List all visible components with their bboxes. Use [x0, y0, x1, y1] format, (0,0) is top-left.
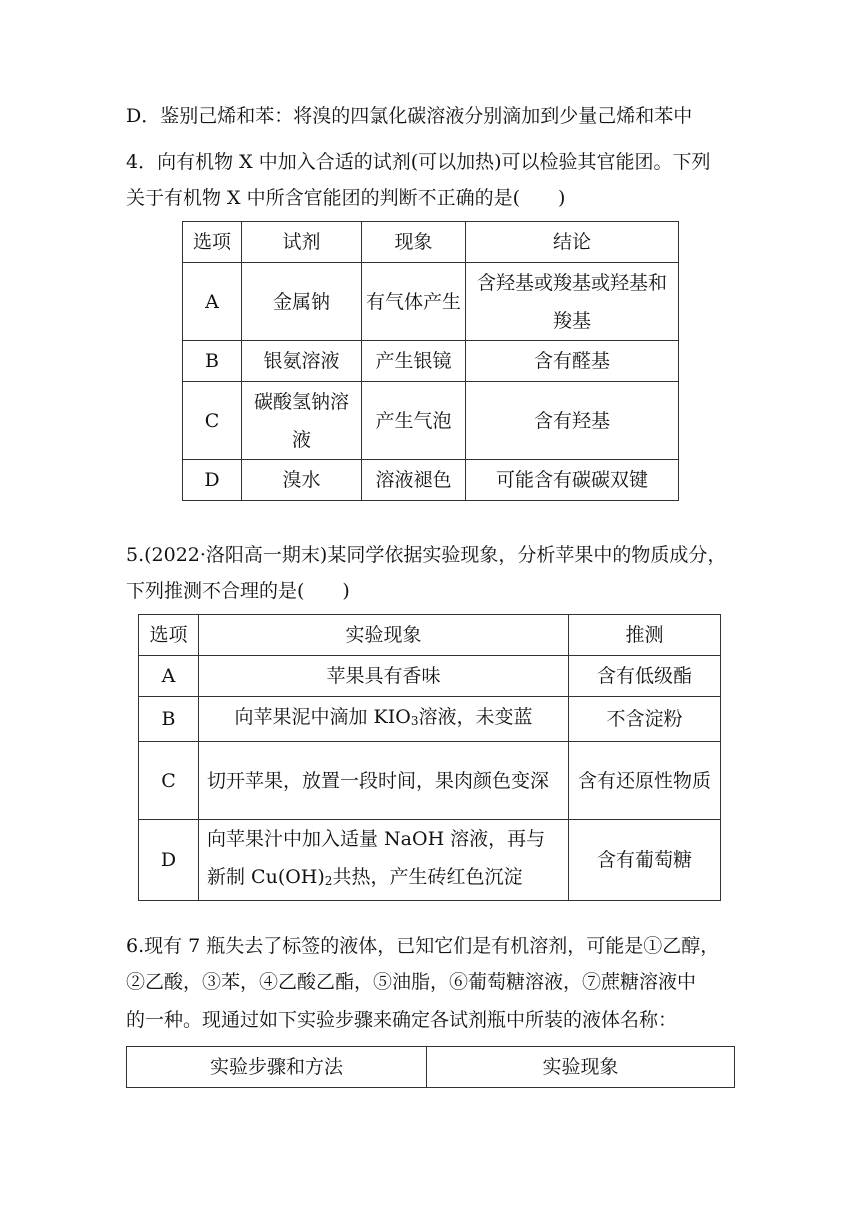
phenomenon-cell: 产生气泡	[362, 382, 466, 460]
phenomenon-cell: 切开苹果，放置一段时间，果肉颜色变深	[199, 742, 569, 820]
phenomenon-cell: 有气体产生	[362, 263, 466, 341]
q6-header-phenomenon: 实验现象	[427, 1047, 735, 1088]
q3-option-d: D．鉴别己烯和苯：将溴的四氯化碳溶液分别滴加到少量己烯和苯中	[126, 105, 693, 127]
phenomenon-cell: 苹果具有香味	[199, 656, 569, 697]
q6-stem-line3: 的一种。现通过如下实验步骤来确定各试剂瓶中所装的液体名称：	[126, 1009, 678, 1031]
inference-cell: 含有低级酯	[569, 656, 721, 697]
phenomenon-cell: 溶液褪色	[362, 460, 466, 501]
phenomenon-cell: 向苹果汁中加入适量 NaOH 溶液，再与 新制 Cu(OH)2共热，产生砖红色沉淀	[199, 820, 569, 901]
table-row	[183, 263, 679, 341]
option-cell: A	[139, 656, 199, 697]
phenomenon-cell: 向苹果泥中滴加 KIO3溶液，未变蓝	[199, 697, 569, 742]
q5-stem-line2: 下列推测不合理的是( )	[126, 580, 350, 602]
conclusion-cell: 含有醛基	[466, 341, 679, 382]
inference-cell: 含有还原性物质	[569, 742, 721, 820]
conclusion-cell: 可能含有碳碳双键	[466, 460, 679, 501]
option-cell: C	[139, 742, 199, 820]
q4-stem-line1: 4．向有机物 X 中加入合适的试剂(可以加热)可以检验其官能团。下列	[126, 151, 711, 173]
reagent-cell: 碳酸氢钠溶液	[242, 382, 362, 460]
table-row	[139, 742, 721, 820]
table-row	[183, 460, 679, 501]
reagent-cell: 金属钠	[242, 263, 362, 341]
inference-cell: 含有葡萄糖	[569, 820, 721, 901]
conclusion-cell: 含羟基或羧基或羟基和羧基	[466, 263, 679, 341]
table-row	[139, 697, 721, 742]
table-row	[139, 820, 721, 901]
option-cell: D	[139, 820, 199, 901]
option-cell: D	[183, 460, 242, 501]
reagent-cell: 银氨溶液	[242, 341, 362, 382]
q5-header-option: 选项	[139, 615, 199, 656]
q4-stem-line2: 关于有机物 X 中所含官能团的判断不正确的是( )	[126, 187, 566, 209]
q5-header-phenomenon: 实验现象	[199, 615, 569, 656]
q5-table	[138, 614, 721, 901]
reagent-cell: 溴水	[242, 460, 362, 501]
table-row	[139, 656, 721, 697]
q4-header-reagent: 试剂	[242, 222, 362, 263]
table-row	[183, 341, 679, 382]
q6-stem-line2: ②乙酸，③苯，④乙酸乙酯，⑤油脂，⑥葡萄糖溶液，⑦蔗糖溶液中	[126, 971, 697, 993]
q5-header-inference: 推测	[569, 615, 721, 656]
q6-header-steps: 实验步骤和方法	[127, 1047, 427, 1088]
q6-table	[126, 1046, 735, 1088]
table-row	[183, 382, 679, 460]
conclusion-cell: 含有羟基	[466, 382, 679, 460]
phenomenon-cell: 产生银镜	[362, 341, 466, 382]
q4-header-phenomenon: 现象	[362, 222, 466, 263]
q4-header-conclusion: 结论	[466, 222, 679, 263]
option-cell: C	[183, 382, 242, 460]
inference-cell: 不含淀粉	[569, 697, 721, 742]
option-cell: B	[183, 341, 242, 382]
option-cell: A	[183, 263, 242, 341]
q4-header-option: 选项	[183, 222, 242, 263]
q5-stem-line1: 5.(2022·洛阳高一期末)某同学依据实验现象，分析苹果中的物质成分，	[126, 544, 727, 566]
option-cell: B	[139, 697, 199, 742]
q6-stem-line1: 6.现有 7 瓶失去了标签的液体，已知它们是有机溶剂，可能是①乙醇，	[126, 935, 720, 957]
q4-table	[182, 221, 679, 501]
